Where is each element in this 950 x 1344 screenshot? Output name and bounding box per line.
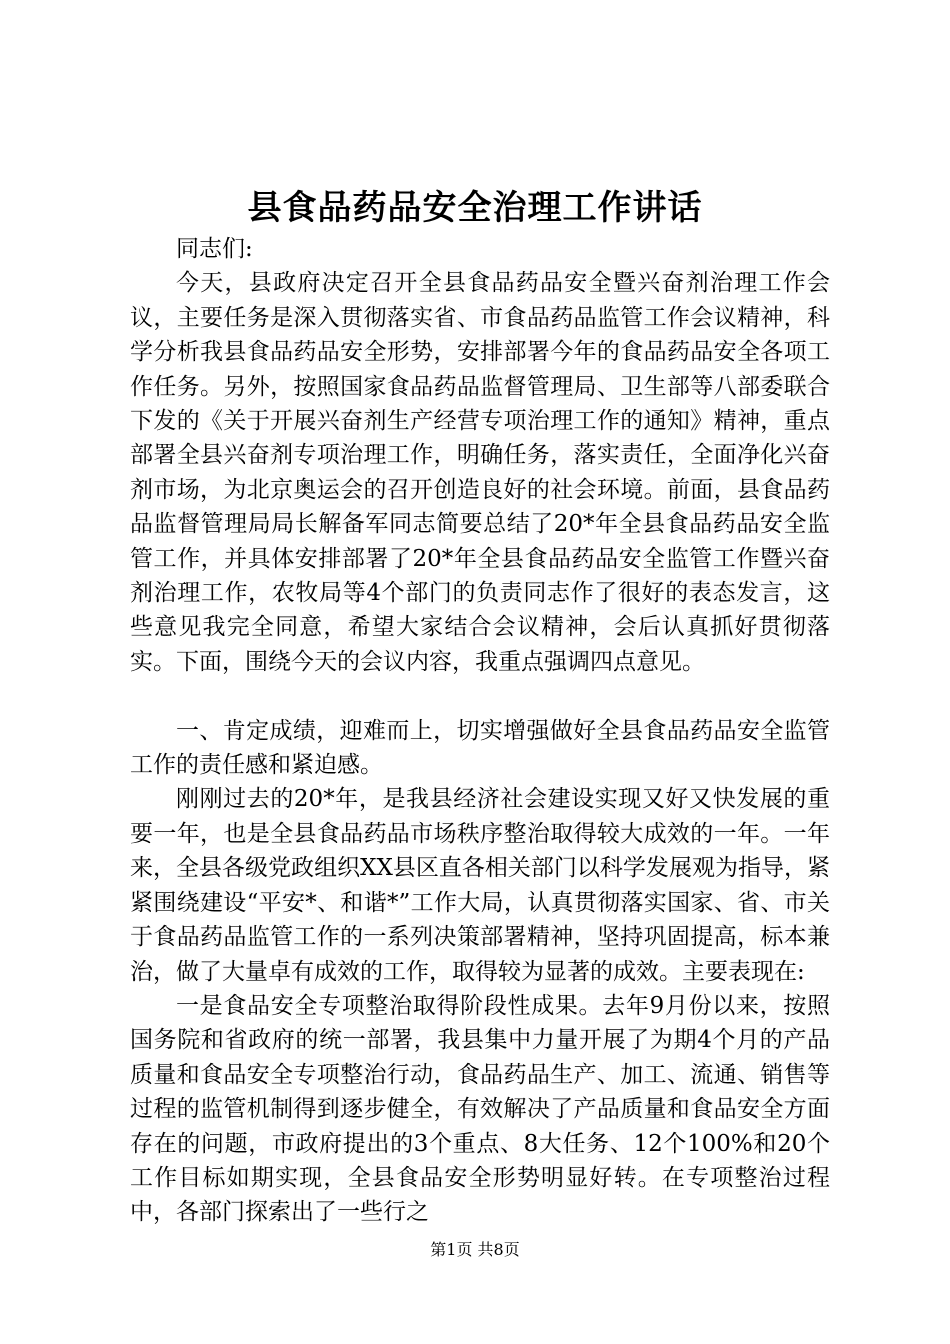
page-title: 县食品药品安全治理工作讲话	[247, 188, 703, 228]
paragraph-review: 刚刚过去的20*年，是我县经济社会建设实现又好又快发展的重要一年，也是全县食品药品市场秩序整治取得较大成效的一年。一年来，全县各级党政组织XX县区直各相关部门以科学发展观为指导，紧紧围绕建设“平安*、和谐*”工作大局，认真贯彻落实国家、省、市关于食品药品监管工作的一系列决策部署精神，坚持巩固提高，标本兼治，做了大量卓有成效的工作，取得较为显著的成效。主要表现在:	[130, 786, 830, 985]
page-indicator: 第1页 共8页	[430, 1240, 520, 1259]
paragraph-opening: 今天，县政府决定召开全县食品药品安全暨兴奋剂治理工作会议，主要任务是深入贯彻落实省、市食品药品监管工作会议精神，科学分析我县食品药品安全形势，安排部署今年的食品药品安全各项工作任务。另外，按照国家食品药品监督管理局、卫生部等八部委联合下发的《关于开展兴奋剂生产经营专项治理工作的通知》精神，重点部署全县兴奋剂专项治理工作，明确任务，落实责任，全面净化兴奋剂市场，为北京奥运会的召开创造良好的社会环境。前面，县食品药品监督管理局局长解备军同志简要总结了20*年全县食品药品安全监管工作，并具体安排部署了20*年全县食品药品安全监管工作暨兴奋剂治理工作，农牧局等4个部门的负责同志作了很好的表态发言，这些意见我完全同意，希望大家结合会议精神，会后认真抓好贯彻落实。下面，围绕今天的会议内容，我重点强调四点意见。	[130, 270, 830, 675]
section-heading-1: 一、肯定成绩，迎难而上，切实增强做好全县食品药品安全监管工作的责任感和紧迫感。	[130, 717, 830, 779]
salutation: 同志们:	[176, 236, 253, 262]
document-body	[130, 232, 830, 1230]
paragraph-achievement-1: 一是食品安全专项整治取得阶段性成果。去年9月份以来，按照国务院和省政府的统一部署，我县集中力量开展了为期4个月的产品质量和食品安全专项整治行动，食品药品生产、加工、流通、销售等过程的监管机制得到逐步健全，有效解决了产品质量和食品安全方面存在的问题，市政府提出的3个重点、8大任务、12个100%和20个工作目标如期实现，全县食品安全形势明显好转。在专项整治过程中，各部门探索出了一些行之	[130, 992, 830, 1226]
